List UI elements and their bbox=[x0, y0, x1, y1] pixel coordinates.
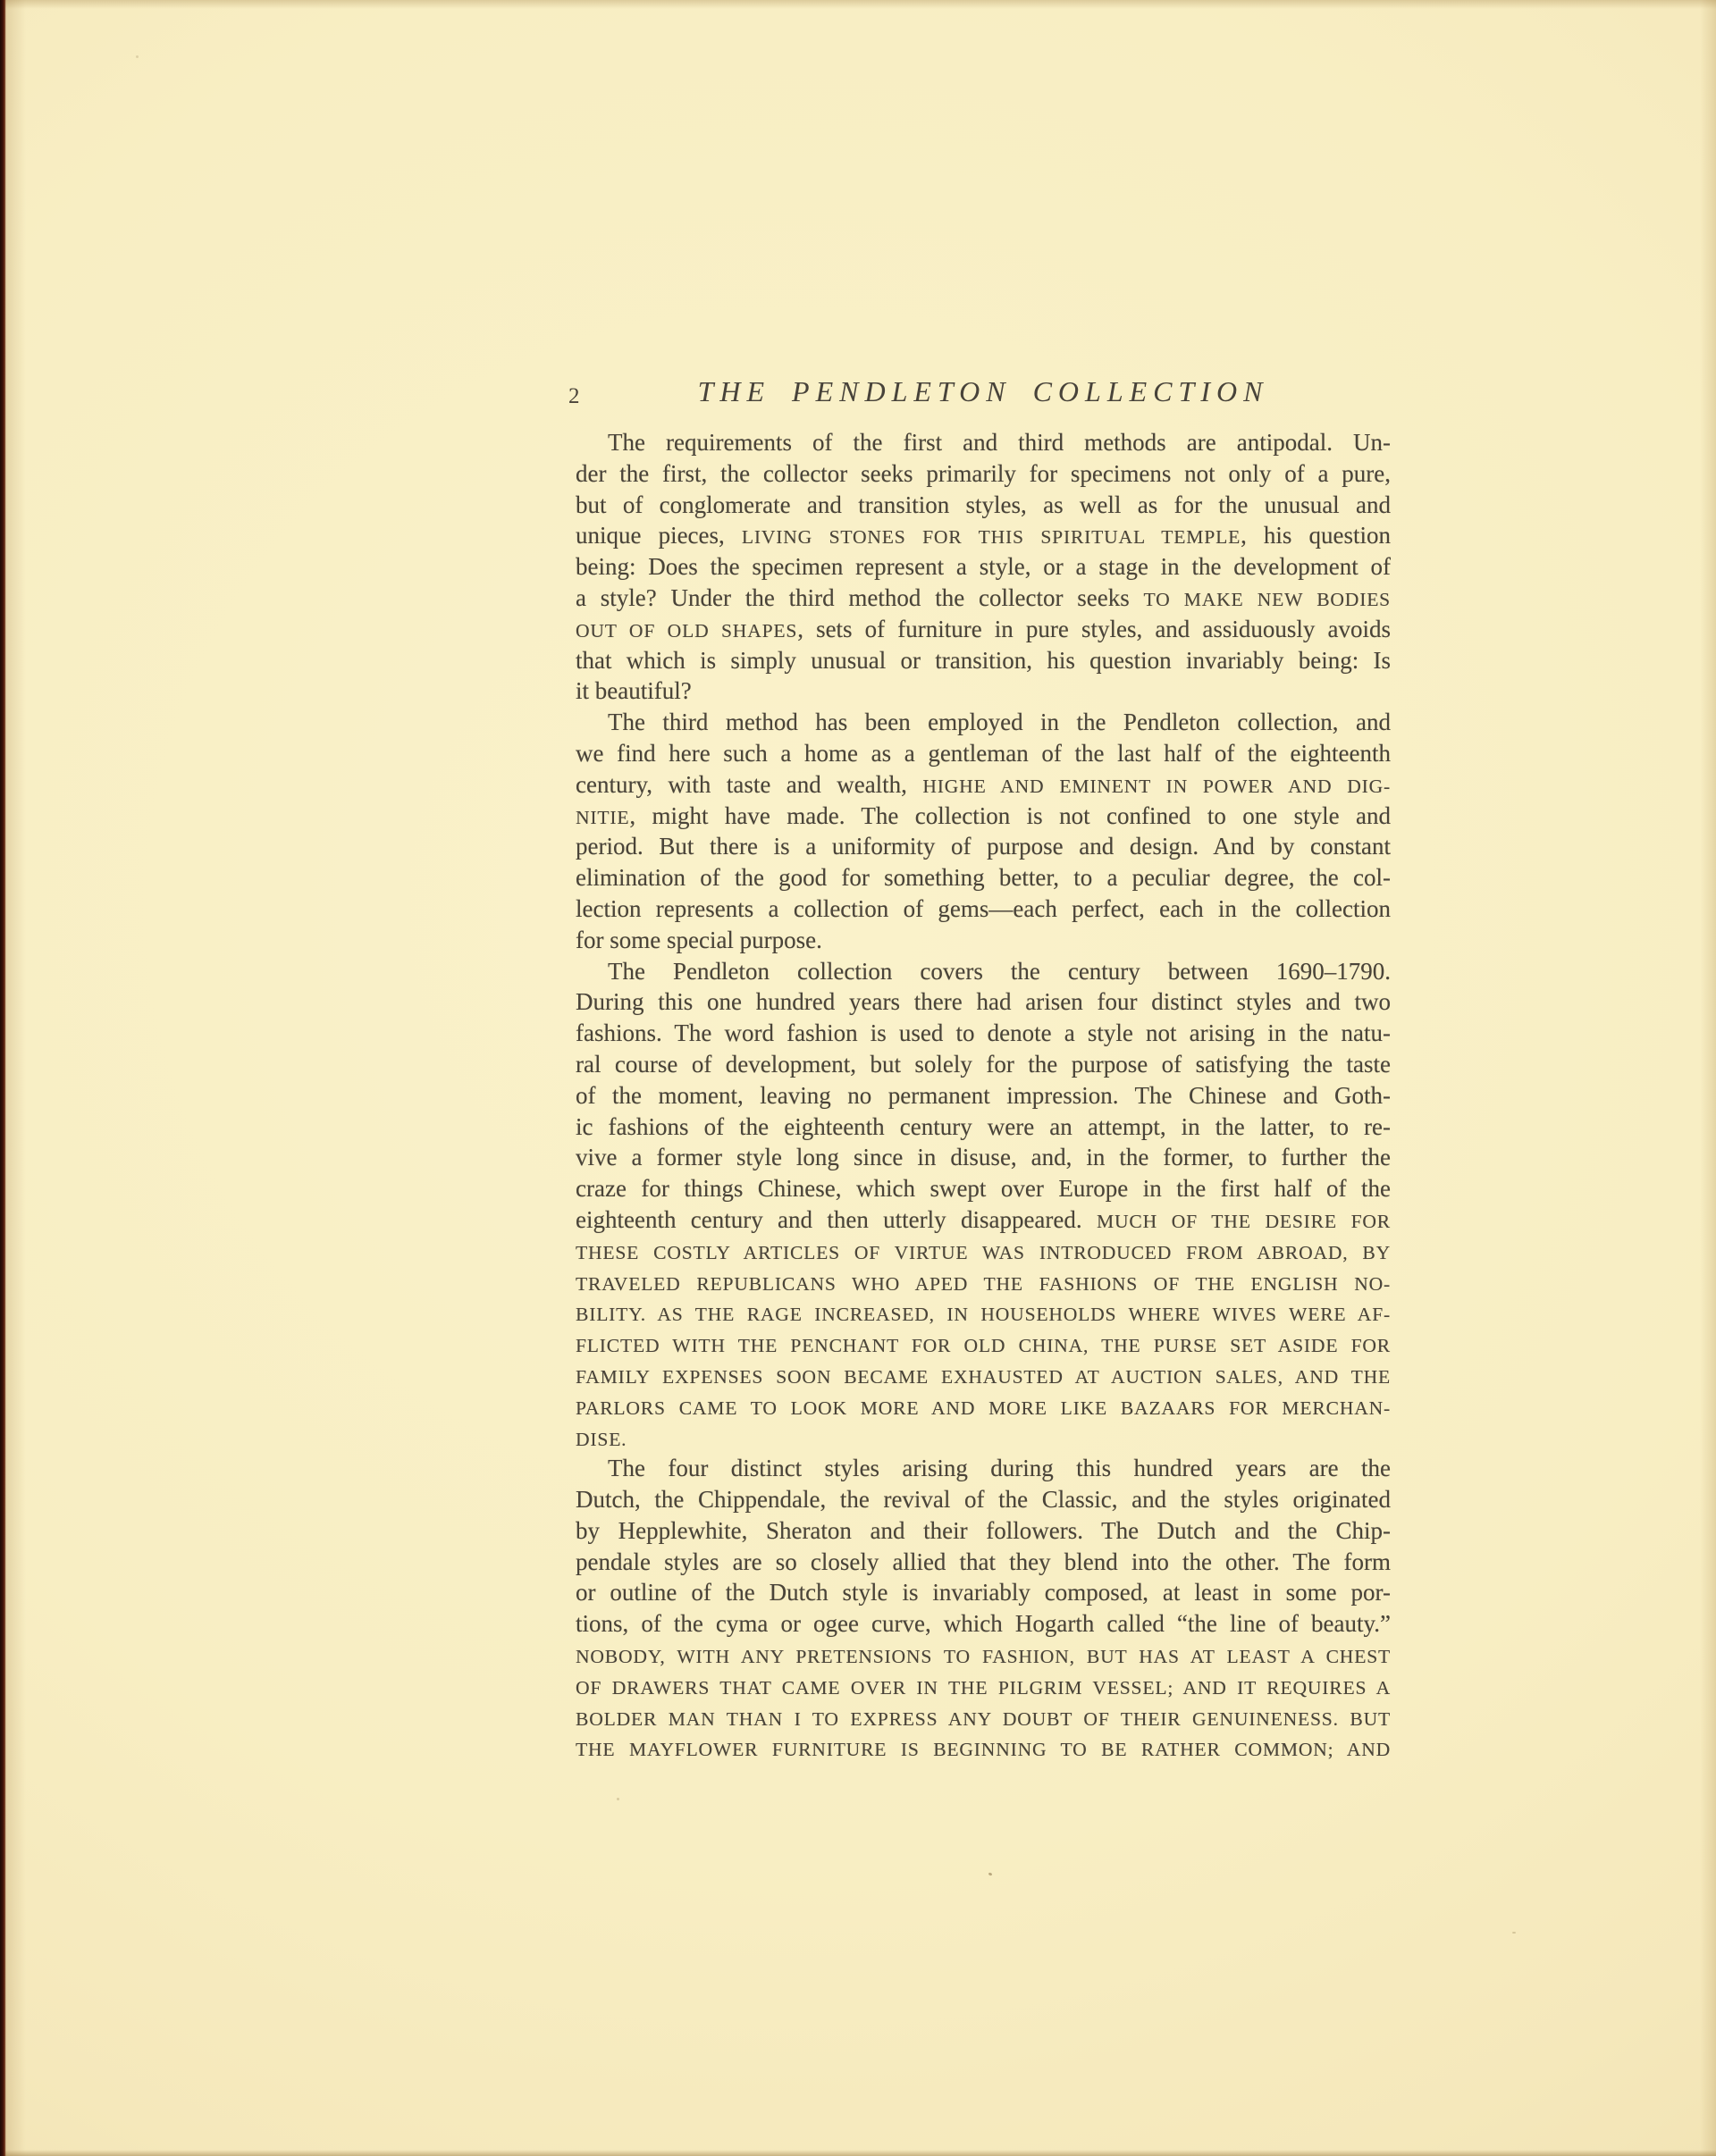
body-text: , might have made. The collection is not confined to one style and bbox=[629, 801, 1391, 829]
small-caps-text: HIGHE AND EMINENT IN POWER AND DIG- bbox=[922, 775, 1392, 797]
scan-speck bbox=[617, 1798, 619, 1800]
text-line bbox=[576, 707, 1391, 738]
small-caps-text: PARLORS CAME TO LOOK MORE AND MORE LIKE BAZAARS FOR MERCHAN- bbox=[576, 1397, 1391, 1419]
body-text: being: Does the specimen represent a style, or a stage in the development of bbox=[576, 553, 1391, 581]
scan-speck bbox=[136, 55, 139, 58]
text-line bbox=[576, 427, 1391, 458]
scan-speck bbox=[988, 1872, 993, 1875]
text-line bbox=[576, 1577, 1391, 1608]
page-edge-shadow-left bbox=[6, 0, 26, 2156]
text-line bbox=[576, 1142, 1391, 1173]
body-text: The third method has been employed in the Pendleton collection, and bbox=[608, 709, 1391, 736]
paragraph bbox=[576, 427, 1391, 707]
small-caps-text: FAMILY EXPENSES SOON BECAME EXHAUSTED AT AUCTION SALES, AND THE bbox=[576, 1365, 1391, 1388]
body-text: a style? Under the third method the collector seeks bbox=[576, 583, 1144, 611]
text-line bbox=[576, 1484, 1391, 1515]
body-text: craze for things Chinese, which swept over Europe in the first half of the bbox=[576, 1175, 1391, 1203]
body-text: der the first, the collector seeks primarily for specimens not only of a pure, bbox=[576, 459, 1391, 487]
body-text: but of conglomerate and transition styles, as well as for the unusual and bbox=[576, 491, 1391, 518]
paragraph bbox=[576, 707, 1391, 955]
book-spine-edge bbox=[0, 0, 6, 2156]
body-text: vive a former style long since in disuse, and, in the former, to further the bbox=[576, 1144, 1391, 1171]
small-caps-text: NITIE bbox=[576, 806, 630, 828]
text-line bbox=[576, 1422, 1391, 1454]
text-line bbox=[576, 1173, 1391, 1204]
text-line bbox=[576, 986, 1391, 1018]
body-text: ic fashions of the eighteenth century were an attempt, in the latter, to re- bbox=[576, 1112, 1391, 1140]
page-header bbox=[568, 375, 1391, 416]
body-text: period. But there is a uniformity of purpose and design. And by constant bbox=[576, 833, 1391, 860]
text-line bbox=[576, 1391, 1391, 1422]
text-line bbox=[576, 862, 1391, 893]
text-line bbox=[576, 1018, 1391, 1049]
paragraph bbox=[576, 956, 1391, 1454]
text-line bbox=[576, 1453, 1391, 1484]
text-line bbox=[576, 1640, 1391, 1671]
body-text: century, with taste and wealth, bbox=[576, 770, 923, 798]
text-line bbox=[576, 458, 1391, 490]
text-line bbox=[576, 520, 1391, 551]
text-line bbox=[576, 769, 1391, 801]
small-caps-text: BILITY. AS THE RAGE INCREASED, IN HOUSEHOLDS WHERE WIVES WERE AF- bbox=[576, 1304, 1391, 1326]
text-block bbox=[576, 427, 1391, 1764]
text-line bbox=[576, 1547, 1391, 1578]
text-line bbox=[576, 1297, 1391, 1329]
text-line bbox=[576, 551, 1391, 583]
page-number: 2 bbox=[568, 384, 580, 408]
text-line bbox=[576, 1360, 1391, 1391]
body-text: of the moment, leaving no permanent impression. The Chinese and Goth- bbox=[576, 1081, 1391, 1109]
text-line bbox=[576, 1236, 1391, 1267]
small-caps-text: THE MAYFLOWER FURNITURE IS BEGINNING TO BE RATHER COMMON; AND bbox=[576, 1739, 1391, 1761]
body-text: The requirements of the first and third methods are antipodal. Un- bbox=[608, 429, 1391, 456]
small-caps-text: NOBODY, WITH ANY PRETENSIONS TO FASHION, BUT HAS AT LEAST A CHEST bbox=[576, 1646, 1391, 1668]
page-edge-shadow-bottom bbox=[0, 2150, 1716, 2156]
body-text: The four distinct styles arising during this hundred years are the bbox=[608, 1455, 1391, 1482]
small-caps-text: BOLDER MAN THAN I TO EXPRESS ANY DOUBT OF THEIR GENUINENESS. BUT bbox=[576, 1707, 1391, 1730]
body-text: lection represents a collection of gems—each perfect, each in the collection bbox=[576, 894, 1391, 922]
text-line bbox=[576, 675, 1391, 707]
body-text: that which is simply unusual or transition, his question invariably being: Is bbox=[576, 646, 1391, 674]
text-line bbox=[576, 490, 1391, 521]
text-line bbox=[576, 1049, 1391, 1080]
body-text: tions, of the cyma or ogee curve, which Hogarth called “the line of beauty.” bbox=[576, 1610, 1391, 1638]
text-line bbox=[576, 738, 1391, 769]
body-text: for some special purpose. bbox=[576, 926, 822, 953]
text-line bbox=[576, 645, 1391, 676]
small-caps-text: DISE. bbox=[576, 1428, 627, 1450]
body-text: eighteenth century and then utterly disappeared. bbox=[576, 1205, 1097, 1233]
body-text: ral course of development, but solely for the purpose of satisfying the taste bbox=[576, 1050, 1391, 1078]
text-line bbox=[576, 1329, 1391, 1360]
text-line bbox=[576, 1515, 1391, 1547]
body-text: The Pendleton collection covers the century between 1690–1790. bbox=[608, 957, 1391, 985]
text-line bbox=[576, 1267, 1391, 1298]
text-line bbox=[576, 893, 1391, 925]
text-line bbox=[576, 1080, 1391, 1112]
running-title: THE PENDLETON COLLECTION bbox=[697, 375, 1269, 407]
scan-speck bbox=[1512, 1932, 1516, 1934]
small-caps-text: TRAVELED REPUBLICANS WHO APED THE FASHIONS OF THE ENGLISH NO- bbox=[576, 1272, 1391, 1295]
body-text: pendale styles are so closely allied that they blend into the other. The form bbox=[576, 1548, 1391, 1575]
page-edge-shadow-right bbox=[1700, 0, 1716, 2156]
text-line bbox=[576, 1608, 1391, 1640]
text-line bbox=[576, 1702, 1391, 1733]
small-caps-text: FLICTED WITH THE PENCHANT FOR OLD CHINA, THE PURSE SET ASIDE FOR bbox=[576, 1335, 1391, 1357]
text-line bbox=[576, 1112, 1391, 1143]
body-text: Dutch, the Chippendale, the revival of the Classic, and the styles originated bbox=[576, 1486, 1391, 1514]
text-line bbox=[576, 925, 1391, 956]
small-caps-text: LIVING STONES FOR THIS SPIRITUAL TEMPLE bbox=[741, 526, 1241, 549]
body-text: , his question bbox=[1241, 522, 1391, 549]
small-caps-text: TO MAKE NEW BODIES bbox=[1143, 588, 1391, 610]
body-text: elimination of the good for something better, to a peculiar degree, the col- bbox=[576, 864, 1391, 892]
body-text: we find here such a home as a gentleman of the last half of the eighteenth bbox=[576, 739, 1391, 767]
text-line bbox=[576, 956, 1391, 987]
body-text: unique pieces, bbox=[576, 522, 742, 549]
text-line bbox=[576, 583, 1391, 614]
text-line bbox=[576, 1732, 1391, 1764]
body-text: it beautiful? bbox=[576, 677, 692, 705]
small-caps-text: OF DRAWERS THAT CAME OVER IN THE PILGRIM VESSEL; AND IT REQUIRES A bbox=[576, 1676, 1391, 1699]
body-text: During this one hundred years there had arisen four distinct styles and two bbox=[576, 988, 1391, 1016]
paragraph bbox=[576, 1453, 1391, 1764]
small-caps-text: THESE COSTLY ARTICLES OF VIRTUE WAS INTRODUCED FROM ABROAD, BY bbox=[576, 1241, 1391, 1263]
small-caps-text: OUT OF OLD SHAPES bbox=[576, 619, 798, 642]
small-caps-text: MUCH OF THE DESIRE FOR bbox=[1096, 1210, 1391, 1232]
page-edge-shadow-top bbox=[0, 0, 1716, 9]
text-line bbox=[576, 1671, 1391, 1702]
body-text: fashions. The word fashion is used to denote a style not arising in the natu- bbox=[576, 1019, 1391, 1047]
text-line bbox=[576, 614, 1391, 645]
body-text: by Hepplewhite, Sheraton and their followers. The Dutch and the Chip- bbox=[576, 1516, 1391, 1544]
text-line bbox=[576, 801, 1391, 832]
text-line bbox=[576, 1204, 1391, 1236]
body-text: , sets of furniture in pure styles, and assiduously avoids bbox=[797, 615, 1391, 642]
text-line bbox=[576, 831, 1391, 862]
body-text: or outline of the Dutch style is invariably composed, at least in some por- bbox=[576, 1579, 1391, 1607]
